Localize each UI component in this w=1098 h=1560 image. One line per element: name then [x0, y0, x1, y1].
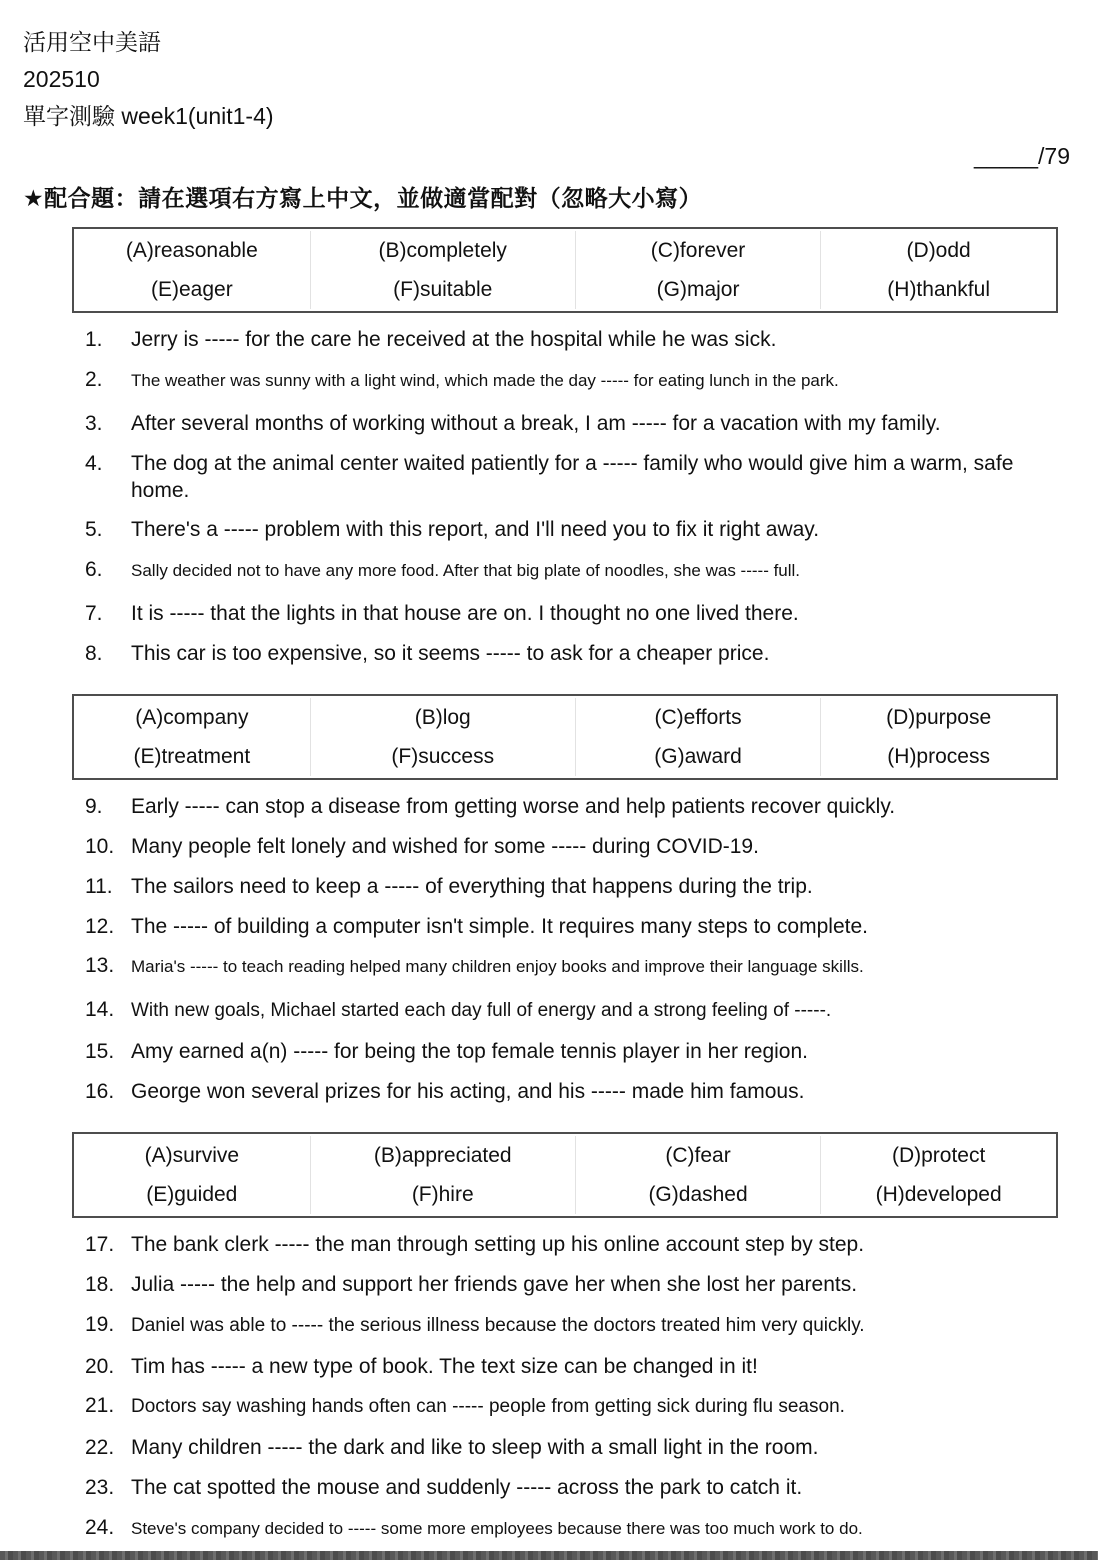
question-row: [85, 327, 1068, 354]
word-bank-option: (C)efforts: [575, 698, 821, 737]
question-row: [85, 557, 1068, 584]
word-bank: [72, 1132, 1058, 1218]
question-text: With new goals, Michael started each day full of energy and a strong feeling of -----.: [131, 1000, 832, 1022]
worksheet-header: [0, 0, 1098, 135]
question-number: 14.: [85, 998, 115, 1022]
question-text: The bank clerk ----- the man through setting up his online account step by step.: [131, 1232, 865, 1256]
word-bank-option: (G)award: [575, 737, 821, 776]
score-blank: _____: [974, 143, 1039, 169]
score-total: /79: [1038, 143, 1070, 169]
question-section: [0, 1132, 1098, 1542]
word-bank-option: (F)hire: [310, 1175, 575, 1214]
word-bank-option: (H)thankful: [820, 270, 1056, 309]
question-number: 20.: [85, 1354, 115, 1378]
question-text: Sally decided not to have any more food. After that big plate of noodles, she was ----- full.: [131, 561, 801, 581]
question-text: There's a ----- problem with this report, and I'll need you to fix it right away.: [131, 518, 820, 542]
question-number: 4.: [85, 451, 103, 475]
question-row: [85, 1435, 1068, 1462]
question-row: [85, 1475, 1068, 1502]
question-list: [85, 794, 1068, 1106]
question-number: 10.: [85, 834, 115, 858]
word-bank-option: (C)fear: [575, 1136, 821, 1175]
question-row: [85, 794, 1068, 821]
question-row: [85, 601, 1068, 628]
question-text: The sailors need to keep a ----- of everything that happens during the trip.: [131, 874, 813, 898]
question-text: The dog at the animal center waited patiently for a ----- family who would give him a warm, safe home.: [131, 451, 1014, 502]
question-text: Maria's ----- to teach reading helped many children enjoy books and improve their language skills.: [131, 957, 864, 977]
word-bank-option: (H)developed: [820, 1175, 1056, 1214]
question-number: 17.: [85, 1232, 115, 1256]
question-row: [85, 411, 1068, 438]
question-list: [85, 1232, 1068, 1542]
question-row: [85, 997, 1068, 1024]
question-row: [85, 1232, 1068, 1259]
question-row: [85, 834, 1068, 861]
question-number: 7.: [85, 602, 103, 626]
question-number: 3.: [85, 411, 103, 435]
question-text: George won several prizes for his acting, and his ----- made him famous.: [131, 1080, 805, 1103]
question-number: 18.: [85, 1272, 115, 1296]
word-bank-option: (E)eager: [150, 278, 233, 301]
question-row: [85, 874, 1068, 901]
word-bank-option: (D)odd: [820, 231, 1056, 270]
doc-subtitle: 單字測驗 week1(unit1-4): [23, 103, 274, 129]
question-number: 6.: [85, 558, 103, 582]
question-text: The ----- of building a computer isn't simple. It requires many steps to complete.: [131, 914, 868, 938]
word-bank: [72, 227, 1058, 313]
question-row: [85, 1393, 1068, 1420]
question-text: Early ----- can stop a disease from getting worse and help patients recover quickly.: [131, 794, 896, 818]
question-number: 12.: [85, 914, 115, 938]
question-number: 2.: [85, 367, 103, 391]
question-number: 1.: [85, 328, 103, 351]
question-number: 22.: [85, 1436, 115, 1460]
question-row: [85, 1079, 1068, 1106]
question-number: 8.: [85, 642, 103, 665]
question-list: [85, 327, 1068, 668]
question-number: 23.: [85, 1476, 115, 1500]
question-text: Tim has ----- a new type of book. The text size can be changed in it!: [131, 1354, 758, 1378]
question-text: This car is too expensive, so it seems ----- to ask for a cheaper price.: [131, 642, 770, 665]
word-bank-option: (A)company: [135, 705, 249, 729]
word-bank-option: (D)purpose: [820, 698, 1056, 737]
word-bank-option: (B)completely: [310, 231, 575, 270]
word-bank-option: (A)reasonable: [125, 239, 258, 262]
question-number: 24.: [85, 1516, 115, 1539]
question-text: Many people felt lonely and wished for some ----- during COVID-19.: [131, 834, 759, 858]
question-number: 11.: [85, 874, 113, 898]
score-line: [0, 143, 1098, 170]
instruction-text: ★配合題：請在選項右方寫上中文，並做適當配對（忽略大小寫）: [23, 185, 703, 211]
question-number: 5.: [85, 518, 103, 542]
question-number: 16.: [85, 1080, 115, 1103]
question-text: Amy earned a(n) ----- for being the top female tennis player in her region.: [131, 1040, 808, 1064]
question-text: After several months of working without a break, I am ----- for a vacation with my family.: [131, 411, 941, 435]
question-row: [85, 641, 1068, 668]
question-text: Many children ----- the dark and like to sleep with a small light in the room.: [131, 1436, 819, 1460]
question-number: 9.: [85, 794, 103, 818]
word-bank-option: (G)dashed: [575, 1175, 821, 1214]
word-bank-option: (F)success: [310, 737, 575, 776]
scan-edge-artifact: [0, 1551, 1098, 1560]
question-row: [85, 367, 1068, 394]
word-bank-option: (E)guided: [146, 1182, 238, 1206]
word-bank-option: (B)appreciated: [310, 1136, 575, 1175]
question-section: [0, 227, 1098, 668]
word-bank-option: (A)survive: [144, 1143, 240, 1167]
word-bank-option: (E)treatment: [133, 744, 251, 768]
question-section: [0, 694, 1098, 1106]
question-row: [85, 953, 1068, 980]
question-text: Steve's company decided to ----- some more employees because there was too much work to do.: [131, 1519, 863, 1538]
question-row: [85, 1039, 1068, 1066]
question-number: 15.: [85, 1040, 115, 1064]
question-row: [85, 1354, 1068, 1381]
question-text: Doctors say washing hands often can ----- people from getting sick during flu season.: [131, 1396, 845, 1418]
word-bank: [72, 694, 1058, 780]
question-number: 19.: [85, 1312, 115, 1336]
question-text: The weather was sunny with a light wind, which made the day ----- for eating lunch in the park.: [131, 370, 839, 390]
question-row: [85, 517, 1068, 544]
word-bank-option: (D)protect: [820, 1136, 1056, 1175]
question-row: [85, 451, 1068, 505]
sections-container: [0, 227, 1098, 1542]
question-text: The cat spotted the mouse and suddenly ----- across the park to catch it.: [131, 1476, 803, 1500]
question-row: [85, 914, 1068, 941]
question-text: Daniel was able to ----- the serious illness because the doctors treated him very quickly.: [131, 1314, 865, 1336]
word-bank-option: (B)log: [310, 698, 575, 737]
question-row: [85, 1515, 1068, 1542]
question-text: Jerry is ----- for the care he received at the hospital while he was sick.: [131, 328, 777, 351]
word-bank-option: (H)process: [820, 737, 1056, 776]
word-bank-option: (C)forever: [575, 231, 821, 270]
doc-title: 活用空中美語: [23, 29, 161, 55]
doc-code: 202510: [23, 66, 100, 92]
question-number: 21.: [85, 1394, 115, 1418]
word-bank-option: (G)major: [575, 270, 821, 309]
question-row: [85, 1272, 1068, 1299]
word-bank-option: (F)suitable: [310, 270, 575, 309]
question-text: Julia ----- the help and support her friends gave her when she lost her parents.: [131, 1272, 858, 1296]
question-number: 13.: [85, 954, 115, 978]
question-text: It is ----- that the lights in that house are on. I thought no one lived there.: [131, 602, 799, 626]
question-row: [85, 1312, 1068, 1339]
